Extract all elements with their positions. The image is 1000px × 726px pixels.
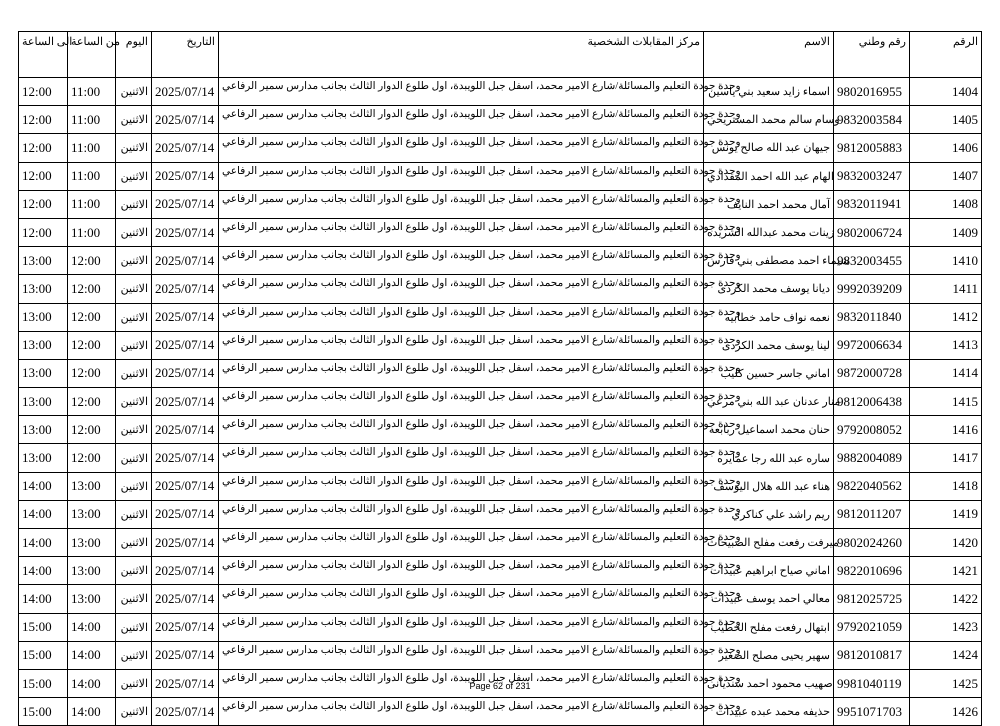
cell-to-time: 14:00 [19,585,68,613]
cell-national-id: 9972006634 [834,331,910,359]
cell-national-id: 9802024260 [834,529,910,557]
cell-to-time: 12:00 [19,106,68,134]
cell-center: وحدة جودة التعليم والمسائلة/شارع الامير محمد، اسفل جبل اللويبدة، اول طلوع الدوار الثالث بجانب مدارس سمير الرفاعي [219,331,704,359]
cell-to-time: 13:00 [19,416,68,444]
cell-day: الاثنين [116,78,152,106]
cell-name: وسام سالم محمد المستريحي [704,106,834,134]
table-row [19,388,982,416]
cell-national-id: 9822040562 [834,472,910,500]
cell-date: 2025/07/14 [152,331,219,359]
cell-national-id: 9992039209 [834,275,910,303]
cell-date: 2025/07/14 [152,557,219,585]
cell-day: الاثنين [116,444,152,472]
header-from-time: من الساعة [68,32,116,78]
cell-center: وحدة جودة التعليم والمسائلة/شارع الامير محمد، اسفل جبل اللويبدة، اول طلوع الدوار الثالث بجانب مدارس سمير الرفاعي [219,444,704,472]
cell-center: وحدة جودة التعليم والمسائلة/شارع الامير محمد، اسفل جبل اللويبدة، اول طلوع الدوار الثالث بجانب مدارس سمير الرفاعي [219,613,704,641]
cell-date: 2025/07/14 [152,698,219,726]
cell-center: وحدة جودة التعليم والمسائلة/شارع الامير محمد، اسفل جبل اللويبدة، اول طلوع الدوار الثالث بجانب مدارس سمير الرفاعي [219,472,704,500]
cell-name: اماني جاسر حسين كليب [704,359,834,387]
cell-number: 1416 [910,416,982,444]
cell-day: الاثنين [116,303,152,331]
cell-name: نعمه نواف حامد خطابيه [704,303,834,331]
cell-from-time: 11:00 [68,218,116,246]
cell-date: 2025/07/14 [152,613,219,641]
cell-name: ريم راشد علي كناكري [704,500,834,528]
cell-to-time: 13:00 [19,275,68,303]
cell-center: وحدة جودة التعليم والمسائلة/شارع الامير محمد، اسفل جبل اللويبدة، اول طلوع الدوار الثالث بجانب مدارس سمير الرفاعي [219,303,704,331]
cell-national-id: 9832003247 [834,162,910,190]
cell-center: وحدة جودة التعليم والمسائلة/شارع الامير محمد، اسفل جبل اللويبدة، اول طلوع الدوار الثالث بجانب مدارس سمير الرفاعي [219,669,704,697]
table-row [19,585,982,613]
cell-date: 2025/07/14 [152,529,219,557]
cell-from-time: 12:00 [68,359,116,387]
cell-day: الاثنين [116,641,152,669]
cell-number: 1411 [910,275,982,303]
cell-day: الاثنين [116,500,152,528]
cell-name: صهيب محمود احمد سنديانى [704,669,834,697]
cell-name: لينا يوسف محمد الكردى [704,331,834,359]
cell-name: اسماء زايد سعيد بني ياسين [704,78,834,106]
cell-from-time: 13:00 [68,500,116,528]
table-row [19,275,982,303]
cell-to-time: 13:00 [19,444,68,472]
cell-name: ميرفت رفعت مفلح الصبيحات [704,529,834,557]
cell-number: 1406 [910,134,982,162]
table-row [19,359,982,387]
cell-from-time: 14:00 [68,669,116,697]
cell-name: الهام عبد الله احمد المقدادي [704,162,834,190]
cell-number: 1418 [910,472,982,500]
cell-name: زينات محمد عبدالله الشريده [704,218,834,246]
cell-to-time: 14:00 [19,557,68,585]
cell-national-id: 9832003455 [834,247,910,275]
cell-date: 2025/07/14 [152,388,219,416]
cell-name: شيماء احمد مصطفى بني فارس [704,247,834,275]
cell-from-time: 14:00 [68,613,116,641]
cell-number: 1426 [910,698,982,726]
cell-national-id: 9822010696 [834,557,910,585]
cell-from-time: 12:00 [68,388,116,416]
cell-national-id: 9792008052 [834,416,910,444]
cell-center: وحدة جودة التعليم والمسائلة/شارع الامير محمد، اسفل جبل اللويبدة، اول طلوع الدوار الثالث بجانب مدارس سمير الرفاعي [219,162,704,190]
table-row [19,500,982,528]
table-row [19,331,982,359]
cell-national-id: 9832011840 [834,303,910,331]
cell-from-time: 12:00 [68,247,116,275]
cell-from-time: 13:00 [68,585,116,613]
cell-center: وحدة جودة التعليم والمسائلة/شارع الامير محمد، اسفل جبل اللويبدة، اول طلوع الدوار الثالث بجانب مدارس سمير الرفاعي [219,641,704,669]
cell-to-time: 13:00 [19,359,68,387]
header-to-time: الى الساعة [19,32,68,78]
cell-from-time: 14:00 [68,641,116,669]
cell-day: الاثنين [116,275,152,303]
table-row [19,613,982,641]
cell-name: اماني صياح ابراهيم عبيدات [704,557,834,585]
table-row [19,557,982,585]
cell-from-time: 12:00 [68,416,116,444]
cell-number: 1412 [910,303,982,331]
header-center: مركز المقابلات الشخصية [219,32,704,78]
cell-date: 2025/07/14 [152,359,219,387]
cell-name: ابتهال رفعت مفلح الخطيب [704,613,834,641]
cell-center: وحدة جودة التعليم والمسائلة/شارع الامير محمد، اسفل جبل اللويبدة، اول طلوع الدوار الثالث بجانب مدارس سمير الرفاعي [219,529,704,557]
cell-to-time: 12:00 [19,78,68,106]
table-row [19,472,982,500]
cell-number: 1409 [910,218,982,246]
cell-day: الاثنين [116,669,152,697]
cell-to-time: 12:00 [19,190,68,218]
table-row [19,529,982,557]
cell-to-time: 12:00 [19,134,68,162]
cell-date: 2025/07/14 [152,416,219,444]
cell-national-id: 9812006438 [834,388,910,416]
cell-national-id: 9792021059 [834,613,910,641]
cell-date: 2025/07/14 [152,247,219,275]
cell-date: 2025/07/14 [152,275,219,303]
cell-to-time: 14:00 [19,472,68,500]
cell-number: 1422 [910,585,982,613]
cell-day: الاثنين [116,416,152,444]
cell-to-time: 15:00 [19,641,68,669]
cell-name: ساره عبد الله رجا عمايره [704,444,834,472]
cell-date: 2025/07/14 [152,78,219,106]
cell-to-time: 13:00 [19,303,68,331]
cell-center: وحدة جودة التعليم والمسائلة/شارع الامير محمد، اسفل جبل اللويبدة، اول طلوع الدوار الثالث بجانب مدارس سمير الرفاعي [219,106,704,134]
cell-date: 2025/07/14 [152,669,219,697]
cell-to-time: 13:00 [19,388,68,416]
cell-from-time: 14:00 [68,698,116,726]
cell-to-time: 12:00 [19,162,68,190]
cell-name: ديانا يوسف محمد الكردى [704,275,834,303]
cell-national-id: 9802016955 [834,78,910,106]
cell-date: 2025/07/14 [152,444,219,472]
cell-to-time: 13:00 [19,247,68,275]
cell-day: الاثنين [116,613,152,641]
cell-day: الاثنين [116,388,152,416]
cell-from-time: 11:00 [68,190,116,218]
cell-date: 2025/07/14 [152,472,219,500]
cell-center: وحدة جودة التعليم والمسائلة/شارع الامير محمد، اسفل جبل اللويبدة، اول طلوع الدوار الثالث بجانب مدارس سمير الرفاعي [219,416,704,444]
cell-number: 1421 [910,557,982,585]
header-row [19,32,982,78]
cell-national-id: 9802006724 [834,218,910,246]
cell-national-id: 9812011207 [834,500,910,528]
table-row [19,247,982,275]
cell-name: جيهان عبد الله صالح يونس [704,134,834,162]
header-name: الاسم [704,32,834,78]
cell-number: 1404 [910,78,982,106]
cell-to-time: 13:00 [19,331,68,359]
cell-center: وحدة جودة التعليم والمسائلة/شارع الامير محمد، اسفل جبل اللويبدة، اول طلوع الدوار الثالث بجانب مدارس سمير الرفاعي [219,698,704,726]
page-footer: Page 62 of 231 [469,681,531,691]
cell-day: الاثنين [116,218,152,246]
cell-center: وحدة جودة التعليم والمسائلة/شارع الامير محمد، اسفل جبل اللويبدة، اول طلوع الدوار الثالث بجانب مدارس سمير الرفاعي [219,190,704,218]
table-row [19,218,982,246]
cell-from-time: 11:00 [68,106,116,134]
cell-day: الاثنين [116,585,152,613]
cell-from-time: 12:00 [68,275,116,303]
cell-from-time: 13:00 [68,529,116,557]
cell-center: وحدة جودة التعليم والمسائلة/شارع الامير محمد، اسفل جبل اللويبدة، اول طلوع الدوار الثالث بجانب مدارس سمير الرفاعي [219,218,704,246]
cell-to-time: 14:00 [19,529,68,557]
cell-national-id: 9812005883 [834,134,910,162]
cell-day: الاثنين [116,557,152,585]
cell-center: وحدة جودة التعليم والمسائلة/شارع الامير محمد، اسفل جبل اللويبدة، اول طلوع الدوار الثالث بجانب مدارس سمير الرفاعي [219,78,704,106]
cell-from-time: 13:00 [68,472,116,500]
header-day: اليوم [116,32,152,78]
cell-center: وحدة جودة التعليم والمسائلة/شارع الامير محمد، اسفل جبل اللويبدة، اول طلوع الدوار الثالث بجانب مدارس سمير الرفاعي [219,557,704,585]
cell-center: وحدة جودة التعليم والمسائلة/شارع الامير محمد، اسفل جبل اللويبدة، اول طلوع الدوار الثالث بجانب مدارس سمير الرفاعي [219,247,704,275]
cell-date: 2025/07/14 [152,162,219,190]
cell-number: 1423 [910,613,982,641]
cell-date: 2025/07/14 [152,134,219,162]
table-row [19,698,982,726]
cell-number: 1413 [910,331,982,359]
cell-name: منار عدنان عبد الله بني مرعي [704,388,834,416]
table-row [19,444,982,472]
cell-number: 1420 [910,529,982,557]
table-row [19,106,982,134]
cell-from-time: 11:00 [68,134,116,162]
cell-to-time: 15:00 [19,669,68,697]
table-row [19,641,982,669]
cell-day: الاثنين [116,529,152,557]
cell-day: الاثنين [116,698,152,726]
cell-number: 1424 [910,641,982,669]
cell-center: وحدة جودة التعليم والمسائلة/شارع الامير محمد، اسفل جبل اللويبدة، اول طلوع الدوار الثالث بجانب مدارس سمير الرفاعي [219,585,704,613]
cell-to-time: 15:00 [19,698,68,726]
header-national-id: رقم وطني [834,32,910,78]
cell-number: 1415 [910,388,982,416]
cell-national-id: 9872000728 [834,359,910,387]
cell-name: آمال محمد احمد النايف [704,190,834,218]
cell-date: 2025/07/14 [152,585,219,613]
cell-national-id: 9882004089 [834,444,910,472]
cell-national-id: 9812025725 [834,585,910,613]
cell-date: 2025/07/14 [152,500,219,528]
table-row [19,303,982,331]
cell-name: معالي احمد يوسف عبيدات [704,585,834,613]
cell-national-id: 9832011941 [834,190,910,218]
cell-national-id: 9951071703 [834,698,910,726]
header-date: التاريخ [152,32,219,78]
cell-to-time: 15:00 [19,613,68,641]
cell-to-time: 14:00 [19,500,68,528]
cell-to-time: 12:00 [19,218,68,246]
cell-from-time: 11:00 [68,78,116,106]
cell-day: الاثنين [116,331,152,359]
table-row [19,416,982,444]
cell-center: وحدة جودة التعليم والمسائلة/شارع الامير محمد، اسفل جبل اللويبدة، اول طلوع الدوار الثالث بجانب مدارس سمير الرفاعي [219,388,704,416]
cell-center: وحدة جودة التعليم والمسائلة/شارع الامير محمد، اسفل جبل اللويبدة، اول طلوع الدوار الثالث بجانب مدارس سمير الرفاعي [219,134,704,162]
cell-center: وحدة جودة التعليم والمسائلة/شارع الامير محمد، اسفل جبل اللويبدة، اول طلوع الدوار الثالث بجانب مدارس سمير الرفاعي [219,275,704,303]
cell-name: سهير يحيى مصلح الصغير [704,641,834,669]
cell-date: 2025/07/14 [152,190,219,218]
cell-date: 2025/07/14 [152,218,219,246]
table-row [19,162,982,190]
cell-day: الاثنين [116,359,152,387]
cell-number: 1419 [910,500,982,528]
cell-number: 1407 [910,162,982,190]
cell-day: الاثنين [116,247,152,275]
cell-number: 1414 [910,359,982,387]
cell-national-id: 9981040119 [834,669,910,697]
table-row [19,190,982,218]
interview-schedule-table [18,31,982,726]
cell-from-time: 11:00 [68,162,116,190]
cell-number: 1410 [910,247,982,275]
cell-center: وحدة جودة التعليم والمسائلة/شارع الامير محمد، اسفل جبل اللويبدة، اول طلوع الدوار الثالث بجانب مدارس سمير الرفاعي [219,500,704,528]
cell-number: 1405 [910,106,982,134]
cell-from-time: 12:00 [68,444,116,472]
cell-number: 1417 [910,444,982,472]
table-row [19,78,982,106]
header-number: الرقم [910,32,982,78]
cell-day: الاثنين [116,190,152,218]
cell-from-time: 12:00 [68,331,116,359]
table-row [19,134,982,162]
cell-national-id: 9812010817 [834,641,910,669]
cell-number: 1408 [910,190,982,218]
cell-day: الاثنين [116,106,152,134]
cell-name: حذيفه محمد عبده عبيدات [704,698,834,726]
cell-date: 2025/07/14 [152,303,219,331]
cell-date: 2025/07/14 [152,106,219,134]
cell-from-time: 12:00 [68,303,116,331]
cell-name: حنان محمد اسماعيل ربابعه [704,416,834,444]
cell-number: 1425 [910,669,982,697]
cell-center: وحدة جودة التعليم والمسائلة/شارع الامير محمد، اسفل جبل اللويبدة، اول طلوع الدوار الثالث بجانب مدارس سمير الرفاعي [219,359,704,387]
cell-name: هناء عبد الله هلال اليوسف [704,472,834,500]
cell-day: الاثنين [116,162,152,190]
cell-day: الاثنين [116,134,152,162]
cell-day: الاثنين [116,472,152,500]
cell-date: 2025/07/14 [152,641,219,669]
cell-national-id: 9832003584 [834,106,910,134]
cell-from-time: 13:00 [68,557,116,585]
